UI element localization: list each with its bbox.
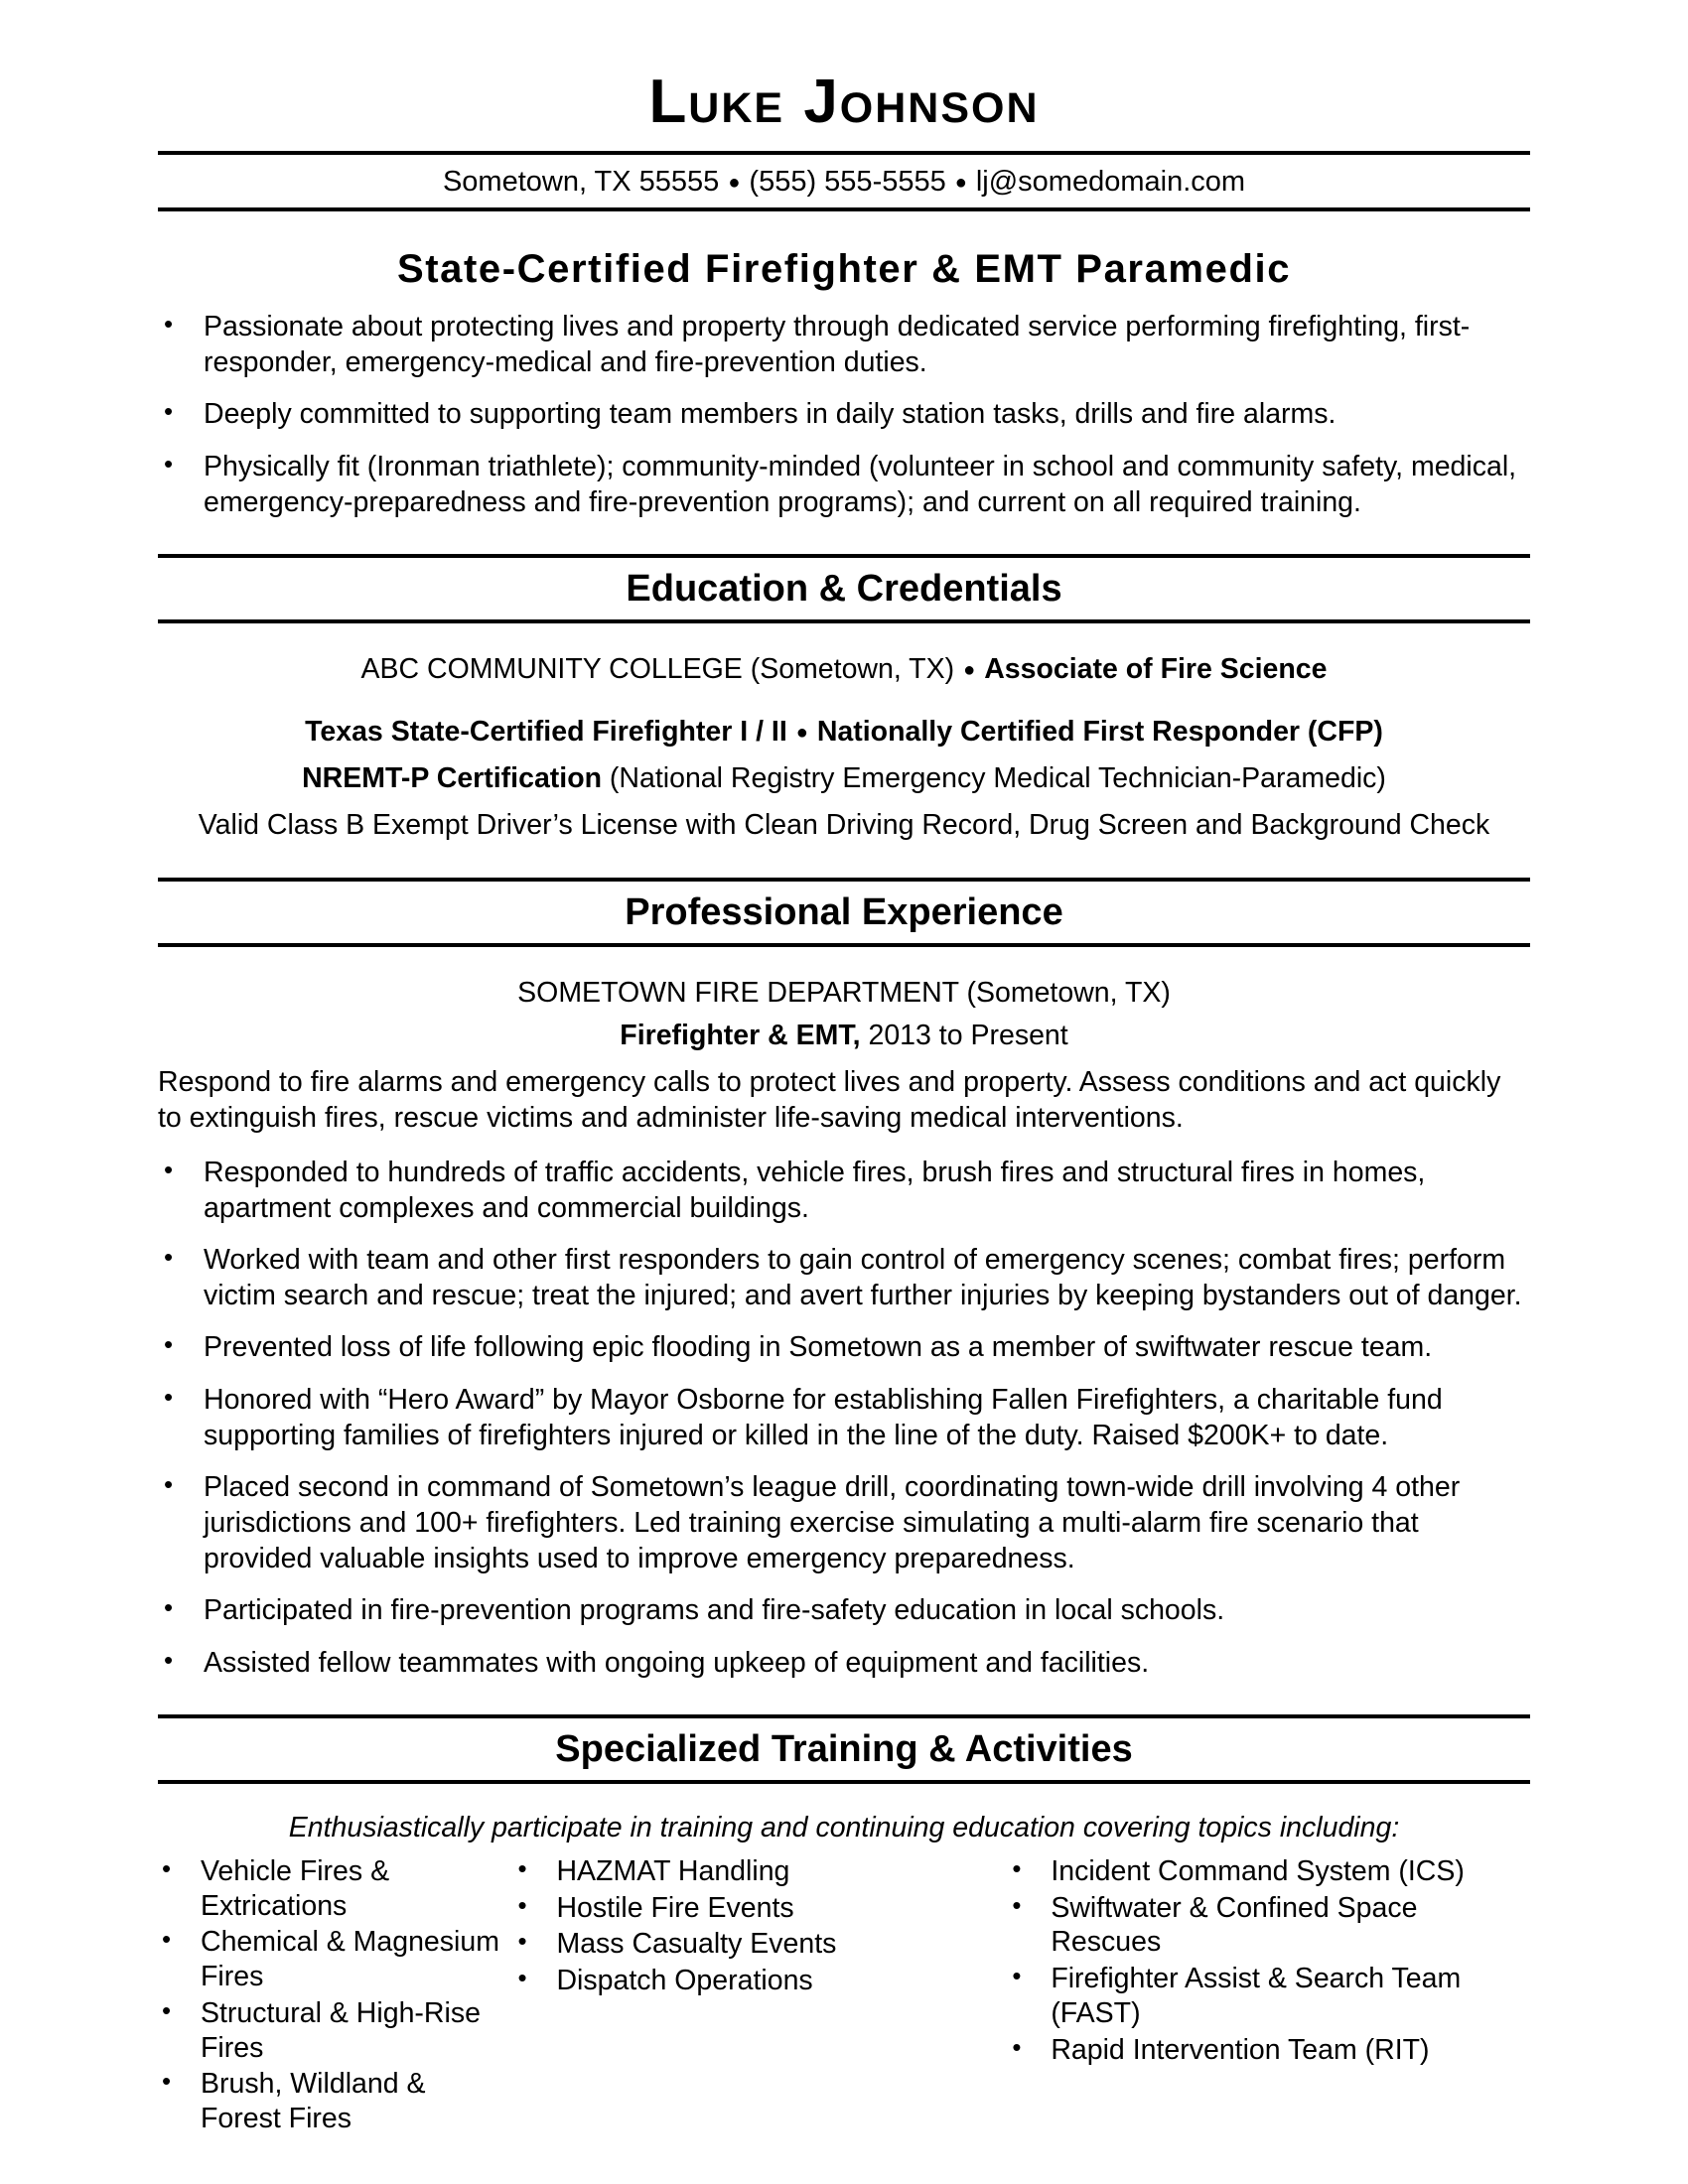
education-degree: Associate of Fire Science: [984, 652, 1328, 685]
education-college-line: [158, 651, 1530, 688]
training-column: [501, 1854, 996, 2000]
list-item: • Dispatch Operations: [501, 1964, 996, 1998]
section-education: [158, 554, 1530, 623]
header-rule-bottom: [158, 207, 1530, 211]
job-title: Firefighter & EMT,: [620, 1020, 861, 1052]
section-rule-bottom: [158, 619, 1530, 623]
section-rule-bottom: [158, 1780, 1530, 1784]
bullet-separator-icon: ●: [795, 722, 808, 745]
list-item: • Deeply committed to supporting team members in daily station tasks, drills and fire alarms.: [158, 396, 1530, 432]
education-certifications-line: [158, 714, 1530, 751]
list-item: • Hostile Fire Events: [501, 1891, 996, 1926]
contact-location: Sometown, TX 55555: [442, 166, 720, 198]
section-experience: [158, 878, 1530, 947]
contact-email: lj@somedomain.com: [975, 166, 1246, 198]
list-item: • Mass Casualty Events: [501, 1927, 996, 1962]
list-item: • Passionate about protecting lives and property through dedicated service performing firefighting, first-responder, emergency-medical and fire-prevention duties.: [158, 309, 1530, 380]
candidate-name: Luke Johnson: [648, 68, 1040, 136]
list-item: • Swiftwater & Confined Space Rescues: [996, 1891, 1530, 1961]
summary-bullet-list: [158, 309, 1530, 520]
section-title: Education & Credentials: [626, 567, 1062, 610]
contact-line: [158, 155, 1530, 207]
education-school: ABC COMMUNITY COLLEGE (Sometown, TX): [360, 652, 955, 685]
education-nremt-line: [158, 760, 1530, 797]
list-item: • Brush, Wildland & Forest Fires: [146, 2067, 501, 2136]
job-description: Respond to fire alarms and emergency calls to protect lives and property. Assess conditions and act quickly to extinguish fires, rescue victims and administer life-saving medical interventions.: [158, 1066, 1501, 1135]
contact-phone: (555) 555-5555: [749, 166, 946, 198]
list-item: • Prevented loss of life following epic flooding in Sometown as a member of swiftwater rescue team.: [158, 1329, 1530, 1365]
employer-name: SOMETOWN FIRE DEPARTMENT (Sometown, TX): [517, 977, 1171, 1010]
section-title: Professional Experience: [625, 891, 1063, 934]
list-item: • Structural & High-Rise Fires: [146, 1996, 501, 2066]
list-item: • Honored with “Hero Award” by Mayor Osborne for establishing Fallen Firefighters, a charitable fund supporting families of firefighters injured or killed in the line of the duty. Raised $200K+ to date.: [158, 1382, 1530, 1453]
list-item: • Rapid Intervention Team (RIT): [996, 2033, 1530, 2068]
list-item: • Vehicle Fires & Extrications: [146, 1854, 501, 1924]
list-item: • Worked with team and other first responders to gain control of emergency scenes; combat fires; perform victim search and rescue; treat the injured; and avert further injuries by keeping bystanders out of danger.: [158, 1242, 1530, 1313]
list-item: • Firefighter Assist & Search Team (FAST): [996, 1962, 1530, 2031]
training-column: [146, 1854, 501, 2138]
training-topic-list: [146, 1854, 501, 2136]
list-item: • Participated in fire-prevention programs and fire-safety education in local schools.: [158, 1592, 1530, 1628]
certification-nremt-detail: (National Registry Emergency Medical Technician-Paramedic): [602, 762, 1386, 795]
professional-headline: State-Certified Firefighter & EMT Paramedic: [396, 247, 1292, 291]
list-item: • Chemical & Magnesium Fires: [146, 1925, 501, 1994]
list-item: • Physically fit (Ironman triathlete); community-minded (volunteer in school and community safety, medical, emergency-preparedness and fire-prevention programs); and current on all required training.: [158, 449, 1530, 520]
list-item: • Placed second in command of Sometown’s league drill, coordinating town-wide drill involving 4 other jurisdictions and 100+ firefighters. Led training exercise simulating a multi-alarm fire scenario that provided valuable insights used to improve emergency preparedness.: [158, 1469, 1530, 1577]
job-dates: 2013 to Present: [860, 1020, 1068, 1052]
list-item: • HAZMAT Handling: [501, 1854, 996, 1889]
contact-separator-icon: ●: [728, 172, 741, 195]
education-license-line: Valid Class B Exempt Driver’s License with Clean Driving Record, Drug Screen and Background Check: [198, 809, 1490, 842]
experience-bullet-list: [158, 1155, 1530, 1681]
job-title-line: [158, 1018, 1530, 1054]
certification-first-responder: Nationally Certified First Responder (CFP): [816, 715, 1383, 748]
training-topics-columns: [146, 1854, 1530, 2138]
certification-firefighter: Texas State-Certified Firefighter I / II: [305, 715, 787, 748]
bullet-separator-icon: ●: [963, 659, 976, 682]
section-rule-bottom: [158, 943, 1530, 947]
list-item: • Responded to hundreds of traffic accidents, vehicle fires, brush fires and structural fires in homes, apartment complexes and commercial buildings.: [158, 1155, 1530, 1226]
training-intro-text: Enthusiastically participate in training and continuing education covering topics including:: [288, 1811, 1400, 1843]
list-item: • Assisted fellow teammates with ongoing upkeep of equipment and facilities.: [158, 1645, 1530, 1681]
training-topic-list: [996, 1854, 1530, 2068]
list-item: • Incident Command System (ICS): [996, 1854, 1530, 1889]
section-training: [158, 1714, 1530, 1784]
contact-separator-icon: ●: [954, 172, 967, 195]
certification-nremt-label: NREMT-P Certification: [302, 762, 603, 795]
training-topic-list: [501, 1854, 996, 1998]
training-column: [996, 1854, 1530, 2070]
section-title: Specialized Training & Activities: [555, 1727, 1133, 1770]
